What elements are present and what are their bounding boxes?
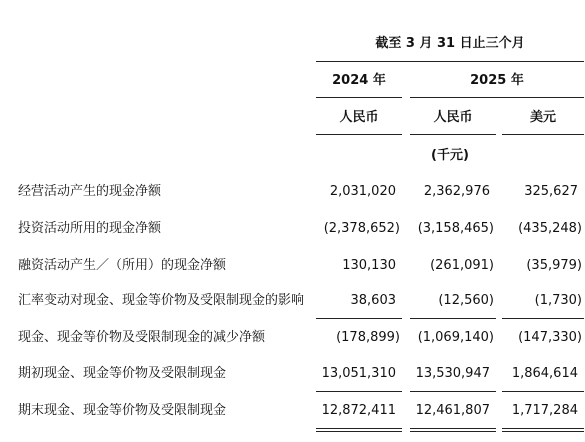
row-value-2024: 38,603 <box>350 293 396 308</box>
period-rule <box>316 61 584 62</box>
currency-rule-1 <box>316 134 402 135</box>
grand-total-double-rule-3 <box>502 428 584 432</box>
subtotal-rule-3 <box>502 318 584 319</box>
total-rule-3 <box>502 391 584 392</box>
row-value-2025-usd: (35,979) <box>526 258 582 273</box>
row-value-2024: 13,051,310 <box>321 366 396 381</box>
year-2025-rule <box>410 97 584 98</box>
currency-usd-2025: 美元 <box>529 110 556 125</box>
row-value-2024: 2,031,020 <box>329 184 396 199</box>
row-value-2024: (178,899) <box>336 330 400 345</box>
row-value-2025-rmb: (261,091) <box>430 258 494 273</box>
row-value-2025-usd: (1,730) <box>534 293 582 308</box>
row-label: 汇率变动对现金、现金等价物及受限制现金的影响 <box>18 293 305 308</box>
row-value-2024: 130,130 <box>342 258 396 273</box>
year-2024: 2024 年 <box>332 73 386 88</box>
row-value-2025-usd: 1,717,284 <box>511 403 578 418</box>
row-label: 投资活动所用的现金净额 <box>18 221 162 236</box>
currency-rule-3 <box>502 134 584 135</box>
row-label: 经营活动产生的现金净额 <box>18 184 162 199</box>
row-label: 期初现金、现金等价物及受限制现金 <box>18 366 227 381</box>
unit-label: (千元) <box>431 148 469 163</box>
subtotal-rule-1 <box>316 318 402 319</box>
row-value-2025-rmb: 2,362,976 <box>423 184 490 199</box>
row-label: 期末现金、现金等价物及受限制现金 <box>18 403 227 418</box>
row-value-2025-rmb: (1,069,140) <box>417 330 494 345</box>
currency-rmb-2024: 人民币 <box>339 110 379 125</box>
year-2024-rule <box>316 97 402 98</box>
subtotal-rule-2 <box>410 318 496 319</box>
row-label: 融资活动产生／（所用）的现金净额 <box>18 258 227 273</box>
row-value-2025-usd: 325,627 <box>524 184 578 199</box>
row-value-2025-usd: 1,864,614 <box>511 366 578 381</box>
currency-rmb-2025: 人民币 <box>433 110 473 125</box>
row-value-2025-usd: (435,248) <box>518 221 582 236</box>
row-value-2024: 12,872,411 <box>321 403 396 418</box>
currency-rule-2 <box>410 134 496 135</box>
total-rule-1 <box>316 391 402 392</box>
row-value-2025-rmb: 13,530,947 <box>415 366 490 381</box>
row-value-2025-rmb: (12,560) <box>438 293 494 308</box>
row-value-2025-rmb: (3,158,465) <box>417 221 494 236</box>
row-value-2025-usd: (147,330) <box>518 330 582 345</box>
row-value-2024: (2,378,652) <box>323 221 400 236</box>
total-rule-2 <box>410 391 496 392</box>
row-value-2025-rmb: 12,461,807 <box>415 403 490 418</box>
period-title: 截至 3 月 31 日止三个月 <box>375 36 525 51</box>
grand-total-double-rule-2 <box>410 428 496 432</box>
year-2025: 2025 年 <box>470 73 524 88</box>
row-label: 现金、现金等价物及受限制现金的减少净额 <box>18 330 266 345</box>
grand-total-double-rule-1 <box>316 428 402 432</box>
